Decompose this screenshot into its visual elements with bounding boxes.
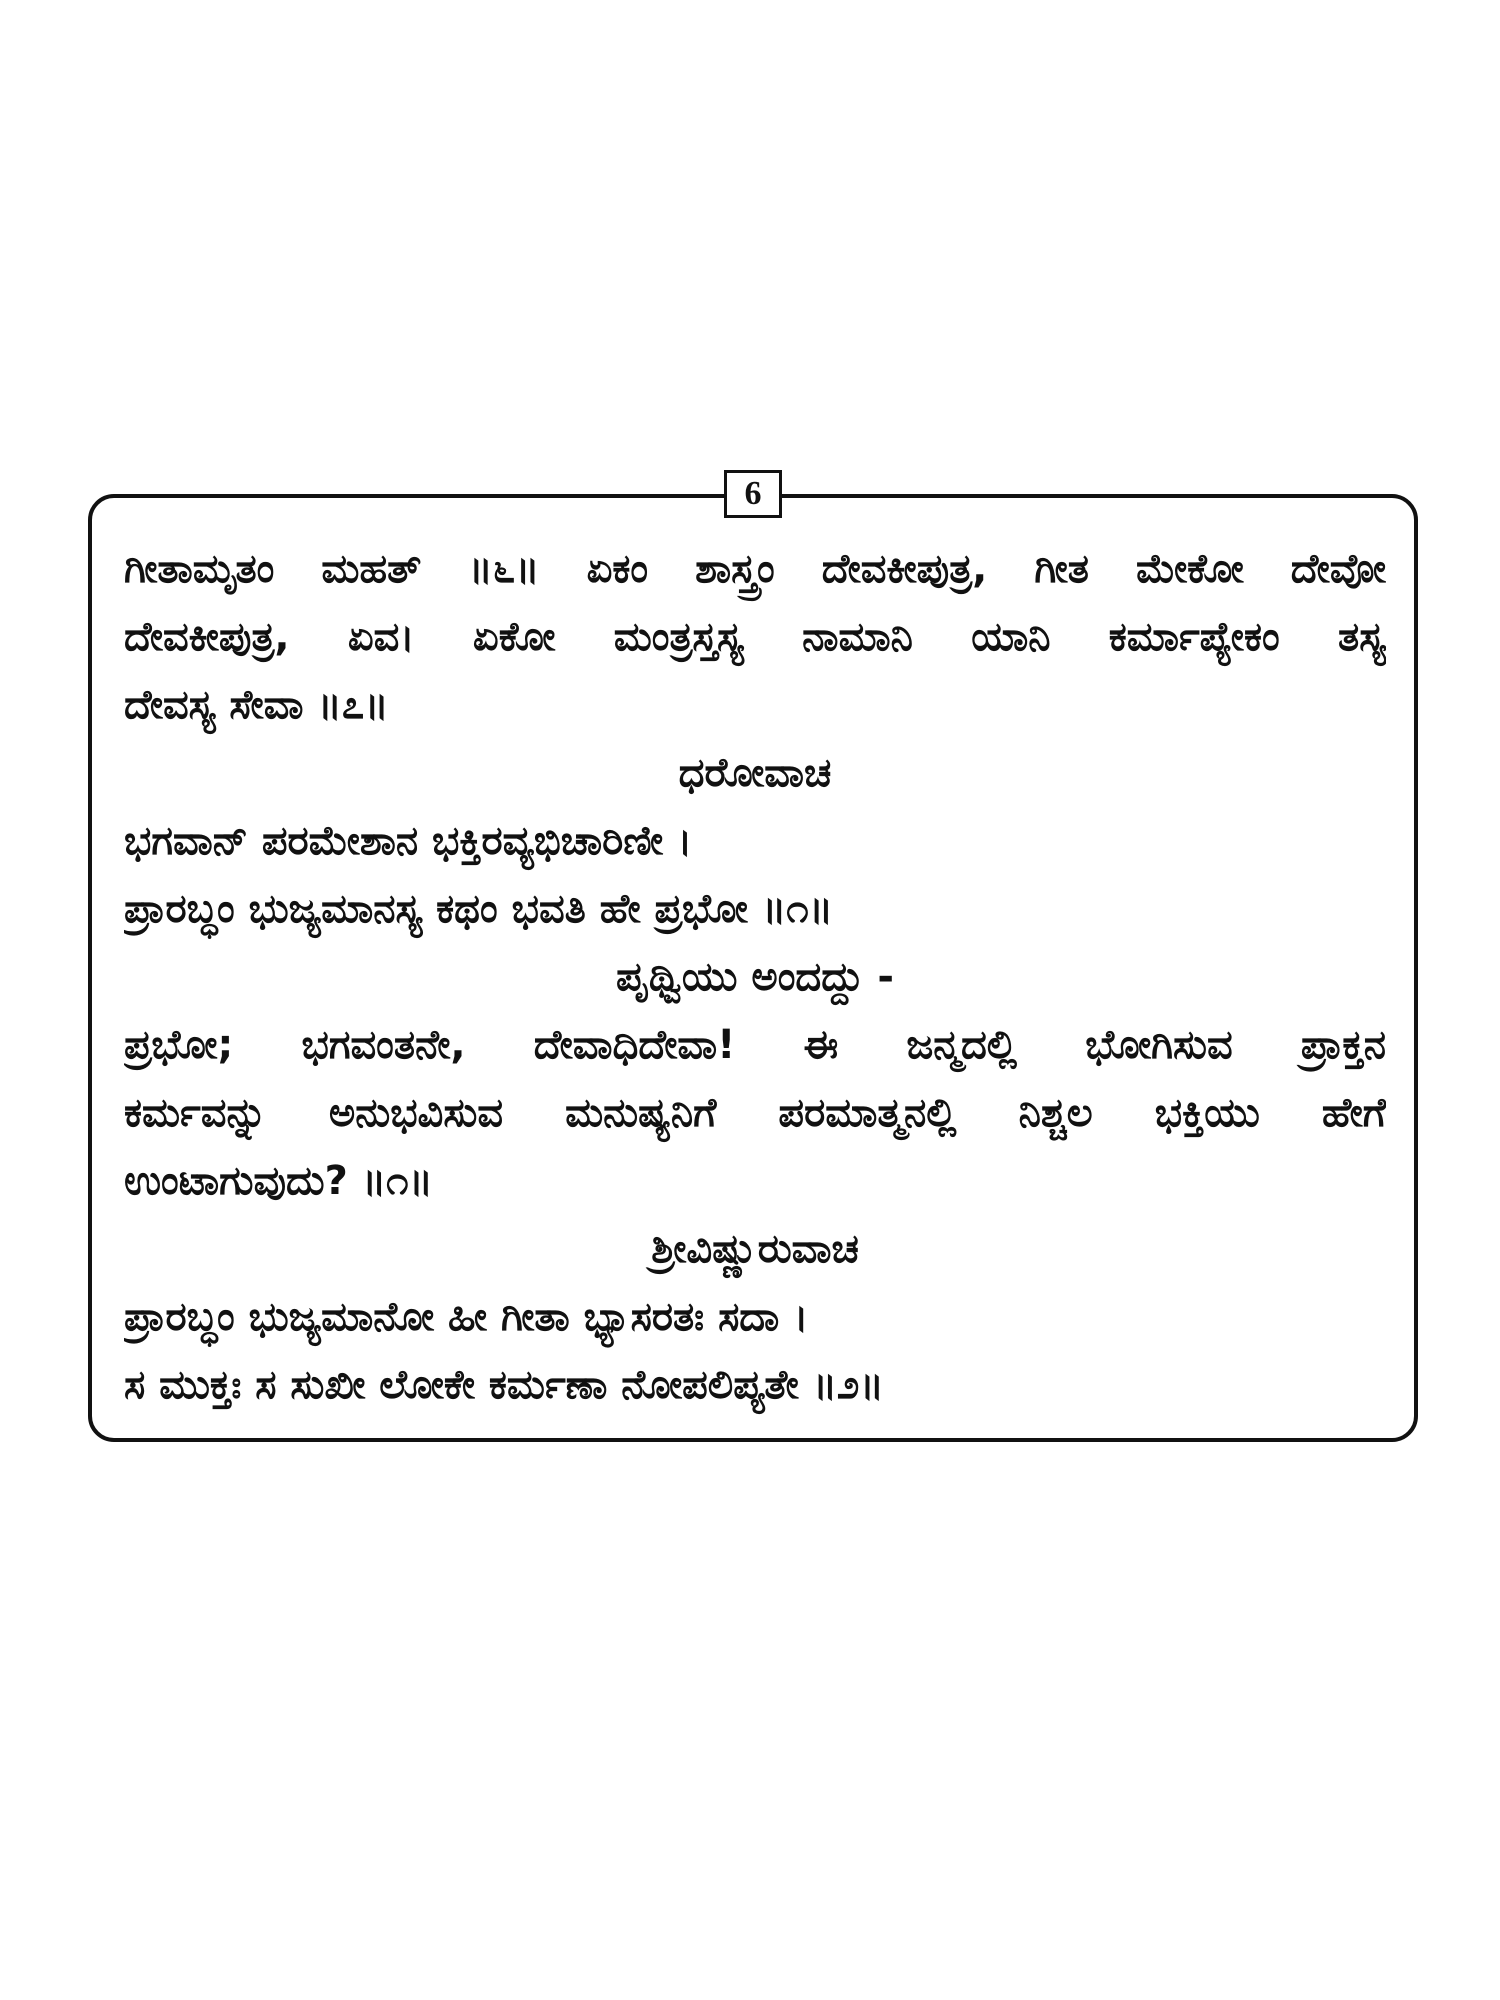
text-line: ಕರ್ಮವನ್ನು ಅನುಭವಿಸುವ ಮನುಷ್ಯನಿಗೆ ಪರಮಾತ್ಮನಲ್ಲಿ ನಿಶ್ಚಲ ಭಕ್ತಿಯು ಹೇಗೆ [124,1090,1386,1136]
text-line: ಉಂಟಾಗುವುದು? ॥೧॥ [124,1158,433,1204]
verse-text-block [124,535,1386,1419]
section-heading: ಧರೋವಾಚ [678,750,832,796]
verse-line: ಸ ಮುಕ್ತಃ ಸ ಸುಖೀ ಲೋಕೇ ಕರ್ಮಣಾ ನೋಪಲಿಪ್ಯತೇ ॥೨॥ [124,1362,884,1408]
text-line: ದೇವಕೀಪುತ್ರ, ಏವ। ಏಕೋ ಮಂತ್ರಸ್ತಸ್ಯ ನಾಮಾನಿ ಯಾನಿ ಕರ್ಮಾಪ್ಯೇಕಂ ತಸ್ಯ [124,614,1386,660]
section-heading: ಪೃಥ್ವಿಯು ಅಂದದ್ದು - [615,954,894,1000]
verse-line: ಭಗವಾನ್ ಪರಮೇಶಾನ ಭಕ್ತಿರವ್ಯಭಿಚಾರಿಣೀ । [124,818,693,864]
text-line: ಪ್ರಭೋ; ಭಗವಂತನೇ, ದೇವಾಧಿದೇವಾ! ಈ ಜನ್ಮದಲ್ಲಿ ಭೋಗಿಸುವ ಪ್ರಾಕ್ತನ [124,1022,1386,1068]
text-line: ದೇವಸ್ಯ ಸೇವಾ ॥೭॥ [124,682,389,728]
text-line: ಗೀತಾಮೃತಂ ಮಹತ್ ॥೬॥ ಏಕಂ ಶಾಸ್ತ್ರಂ ದೇವಕೀಪುತ್ರ, ಗೀತ ಮೇಕೋ ದೇವೋ [124,546,1386,592]
page-number: 6 [724,470,782,518]
verse-line: ಪ್ರಾರಬ್ಧಂ ಭುಜ್ಯಮಾನೋ ಹೀ ಗೀತಾ ಭ್ಯಾಸರತಃ ಸದಾ । [124,1294,809,1340]
verse-line: ಪ್ರಾರಬ್ಧಂ ಭುಜ್ಯಮಾನಸ್ಯ ಕಥಂ ಭವತಿ ಹೇ ಪ್ರಭೋ ॥೧॥ [124,886,834,932]
section-heading: ಶ್ರೀವಿಷ್ಣುರುವಾಚ [651,1226,859,1272]
